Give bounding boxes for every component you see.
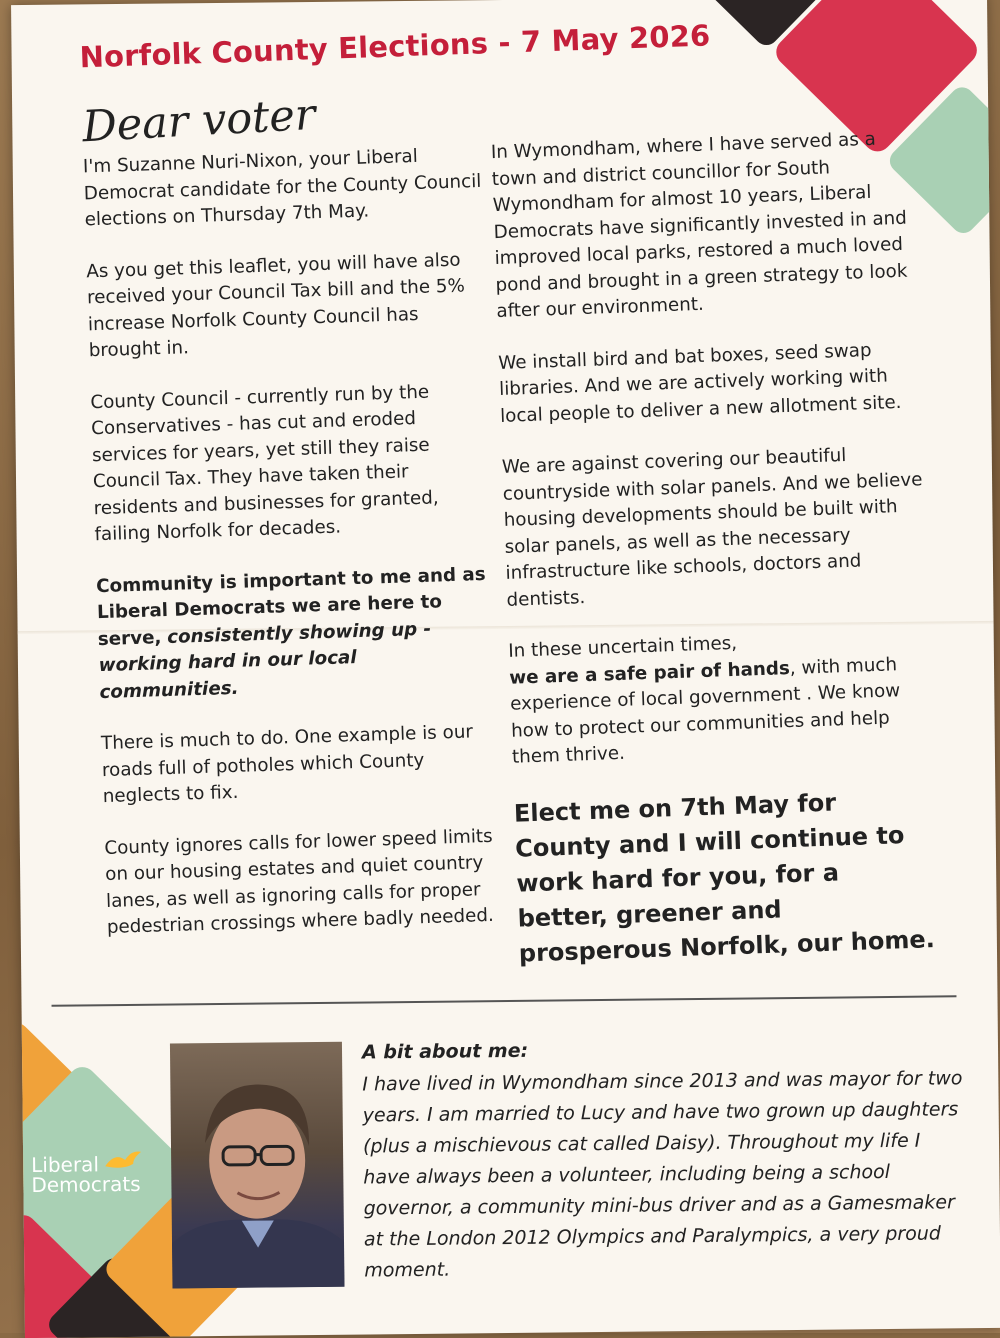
bird-icon — [103, 1148, 143, 1172]
right-paragraph-2: We install bird and bat boxes, seed swap libraries. And we are actively working with local people to deliver a new allotment site. — [498, 336, 921, 430]
safe-pair-of-hands: we are a safe pair of hands — [509, 658, 790, 689]
left-paragraph-1: I'm Suzanne Nuri-Nixon, your Liberal Democrat candidate for the County Council elections on Thursday 7th May. — [83, 142, 485, 234]
bio-text: I have lived in Wymondham since 2013 and was mayor for two years. I am married to Lucy and have two grown up daughters (plus a mischievous cat called Daisy). Throughout my life I have always been a volunteer, including being a school governor, a community mini-bus driver and as a Gamesmaker at the London 2012 Olympics and Paralympics, a very proud moment. — [362, 1063, 974, 1286]
person-icon — [170, 1042, 345, 1289]
bio-heading: A bit about me: — [362, 1040, 528, 1064]
left-paragraph-5: There is much to do. One example is our roads full of potholes which County neglects to fix. — [101, 719, 503, 811]
right-paragraph-3: We are against covering our beautiful countryside with solar panels. And we believe housing developments should be built with solar panels, as well as the necessary infrastructure like schools, doctors and dentists. — [501, 440, 926, 614]
leaflet-sheet — [11, 0, 1000, 1338]
call-to-action: Elect me on 7th May for County and I will continue to work hard for you, for a better, greener and prosperous Norfolk, our home. — [513, 782, 939, 972]
liberal-democrats-logo — [31, 1154, 141, 1195]
left-paragraph-4 — [96, 561, 500, 706]
community-statement-bold: Community is important to me and as Liberal Democrats we are here to serve, — [96, 563, 486, 649]
handwritten-greeting: Dear voter — [81, 90, 317, 153]
uncertain-times-lead: In these uncertain times, — [508, 633, 737, 662]
left-paragraph-6: County ignores calls for lower speed limits on our housing estates and quiet country lanes, as well as ignoring calls for proper pedestrian crossings where badly needed. — [104, 823, 507, 942]
left-column — [83, 142, 508, 967]
left-paragraph-2: As you get this leaflet, you will have also received your Council Tax bill and the 5% increase Norfolk County Council has brought in. — [86, 246, 489, 365]
logo-line-1: Liberal — [31, 1154, 140, 1175]
right-column — [490, 125, 939, 971]
page-title: Norfolk County Elections - 7 May 2026 — [79, 15, 800, 74]
community-statement-italic: consistently showing up - working hard in our local communities. — [98, 618, 431, 702]
right-paragraph-4 — [508, 624, 932, 771]
left-paragraph-3: County Council - currently run by the Conservatives - has cut and eroded services for years, yet still they raise Council Tax. They have taken their residents and businesses for granted, failing Norfolk for decades. — [90, 377, 495, 548]
section-divider — [52, 995, 957, 1006]
logo-line-2: Democrats — [31, 1174, 140, 1195]
right-paragraph-1: In Wymondham, where I have served as a town and district councillor for South Wymondham for almost 10 years, Liberal Democrats have significantly invested in and improved local parks, restored a much loved pond and brought in a green strategy to look after our environment. — [490, 125, 916, 325]
candidate-photo — [170, 1042, 345, 1289]
experience-text: , with much experience of local government . We know how to protect our communities and help them thrive. — [510, 654, 901, 768]
